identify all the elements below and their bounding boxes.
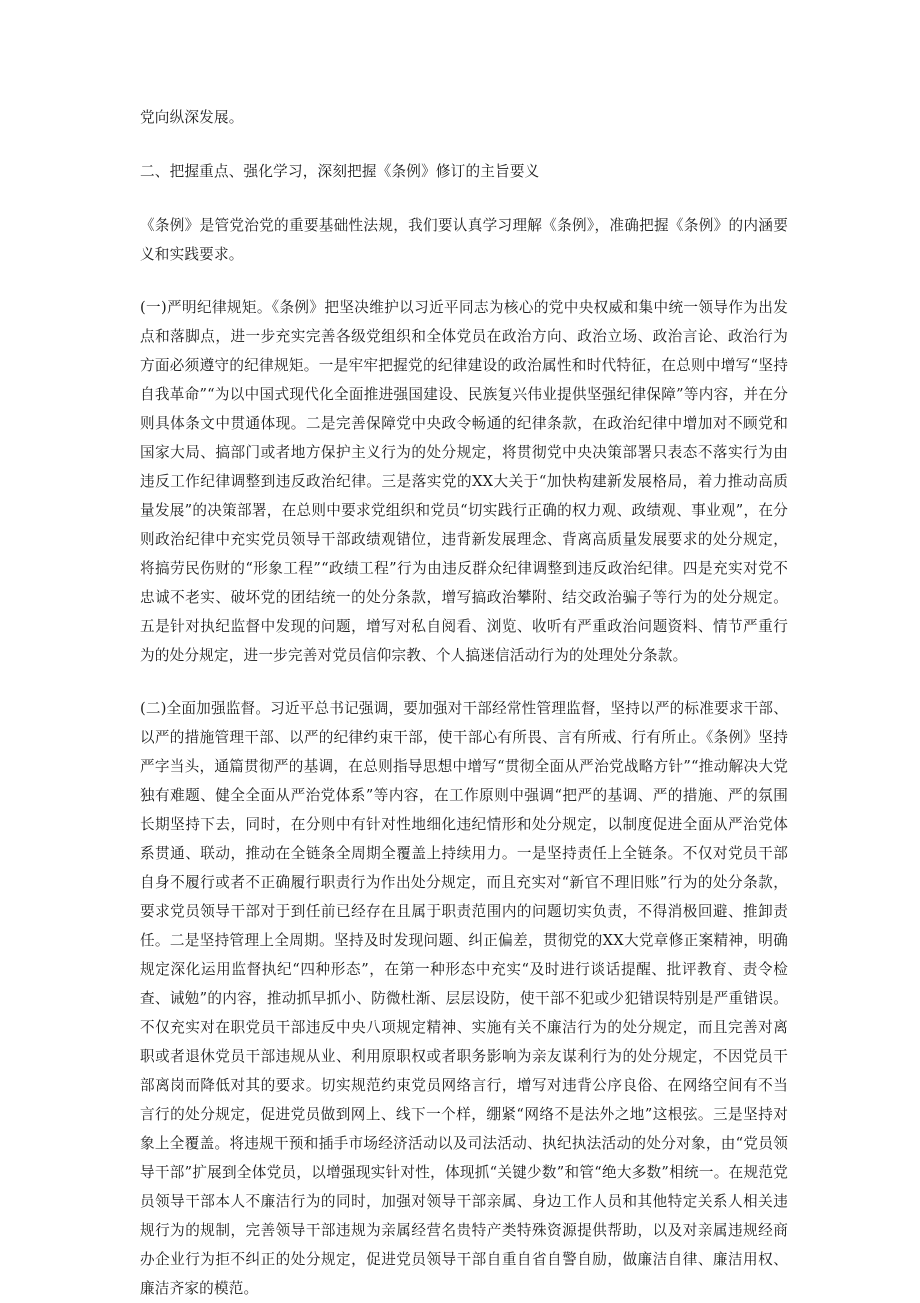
paragraph-continuation: 党向纵深发展。 <box>140 109 244 126</box>
paragraph-discipline-rules: (一)严明纪律规矩。《条例》把坚决维护以习近平同志为核心的党中央权威和集中统一领导作为出发点和落脚点，进一步充实完善各级党组织和全体党员在政治方向、政治立场、政治言论、政治行为方面必须遵守的纪律规矩。一是牢牢把握党的纪律建设的政治属性和时代特征，在总则中增写“坚持自我革命”“为以中国式现代化全面推进强国建设、民族复兴伟业提供坚强纪律保障”等内容，并在分则具体条文中贯通体现。二是完善保障党中央政令畅通的纪律条款，在政治纪律中增加对不顾党和国家大局、搞部门或者地方保护主义行为的处分规定，将贯彻党中央决策部署只表态不落实行为由违反工作纪律调整到违反政治纪律。三是落实党的XX大关于“加快构建新发展格局，着力推动高质量发展”的决策部署，在总则中要求党组织和党员“切实践行正确的权力观、政绩观、事业观”，在分则政治纪律中充实党员领导干部政绩观错位，违背新发展理念、背离高质量发展要求的处分规定，将搞劳民伤财的“形象工程”“政绩工程”行为由违反群众纪律调整到违反政治纪律。四是充实对党不忠诚不老实、破坏党的团结统一的处分条款，增写搞政治攀附、结交政治骗子等行为的处分规定。五是针对执纪监督中发现的问题，增写对私自阅看、浏览、收听有严重政治问题资料、情节严重行为的处分规定，进一步完善对党员信仰宗教、个人搞迷信活动行为的处理处分条款。 <box>140 299 788 664</box>
paragraph-supervision: (二)全面加强监督。习近平总书记强调，要加强对干部经常性管理监督，坚持以严的标准要求干部、以严的措施管理干部、以严的纪律约束干部，使干部心有所畏、言有所戒、行有所止。《条例》坚持严字当头，通篇贯彻严的基调，在总则指导思想中增写“贯彻全面从严治党战略方针”“推动解决大党独有难题、健全全面从严治党体系”等内容，在工作原则中强调“把严的基调、严的措施、严的氛围长期坚持下去，同时，在分则中有针对性地细化违纪情形和处分规定，以制度促进全面从严治党体系贯通、联动，推动在全链条全周期全覆盖上持续用力。一是坚持责任上全链条。不仅对党员干部自身不履行或者不正确履行职责行为作出处分规定，而且充实对“新官不理旧账”行为的处分条款，要求党员领导干部对于到任前已经存在且属于职责范围内的问题切实负责，不得消极回避、推卸责任。二是坚持管理上全周期。坚持及时发现问题、纠正偏差，贯彻党的XX大党章修正案精神，明确规定深化运用监督执纪“四种形态”，在第一种形态中充实“及时进行谈话提醒、批评教育、责令检查、诫勉”的内容，推动抓早抓小、防微杜渐、层层设防，使干部不犯或少犯错误特别是严重错误。不仅充实对在职党员干部违反中央八项规定精神、实施有关不廉洁行为的处分规定，而且完善对离职或者退休党员干部违规从业、利用原职权或者职务影响为亲友谋利行为的处分规定，不因党员干部离岗而降低对其的要求。切实规范约束党员网络言行，增写对违背公序良俗、在网络空间有不当言行的处分规定，促进党员做到网上、线下一个样，绷紧“网络不是法外之地”这根弦。三是坚持对象上全覆盖。将违规干预和插手市场经济活动以及司法活动、执纪执法活动的处分对象，由“党员领导干部”扩展到全体党员，以增强现实针对性，体现抓“关键少数”和管“绝大多数”相统一。在规范党员领导干部本人不廉洁行为的同时，加强对领导干部亲属、身边工作人员和其他特定关系人相关违规行为的规制，完善领导干部违规为亲属经营名贵特产类特殊资源提供帮助，以及对亲属违规经商办企业行为拒不纠正的处分规定，促进党员领导干部自重自省自警自励，做廉洁自律、廉洁用权、廉洁齐家的模范。 <box>140 700 788 1297</box>
paragraph-intro: 《条例》是管党治党的重要基础性法规，我们要认真学习理解《条例》，准确把握《条例》的内涵要义和实践要求。 <box>140 217 788 263</box>
section-heading: 二、把握重点、强化学习，深刻把握《条例》修订的主旨要义 <box>140 163 540 180</box>
document-body <box>140 103 788 1303</box>
